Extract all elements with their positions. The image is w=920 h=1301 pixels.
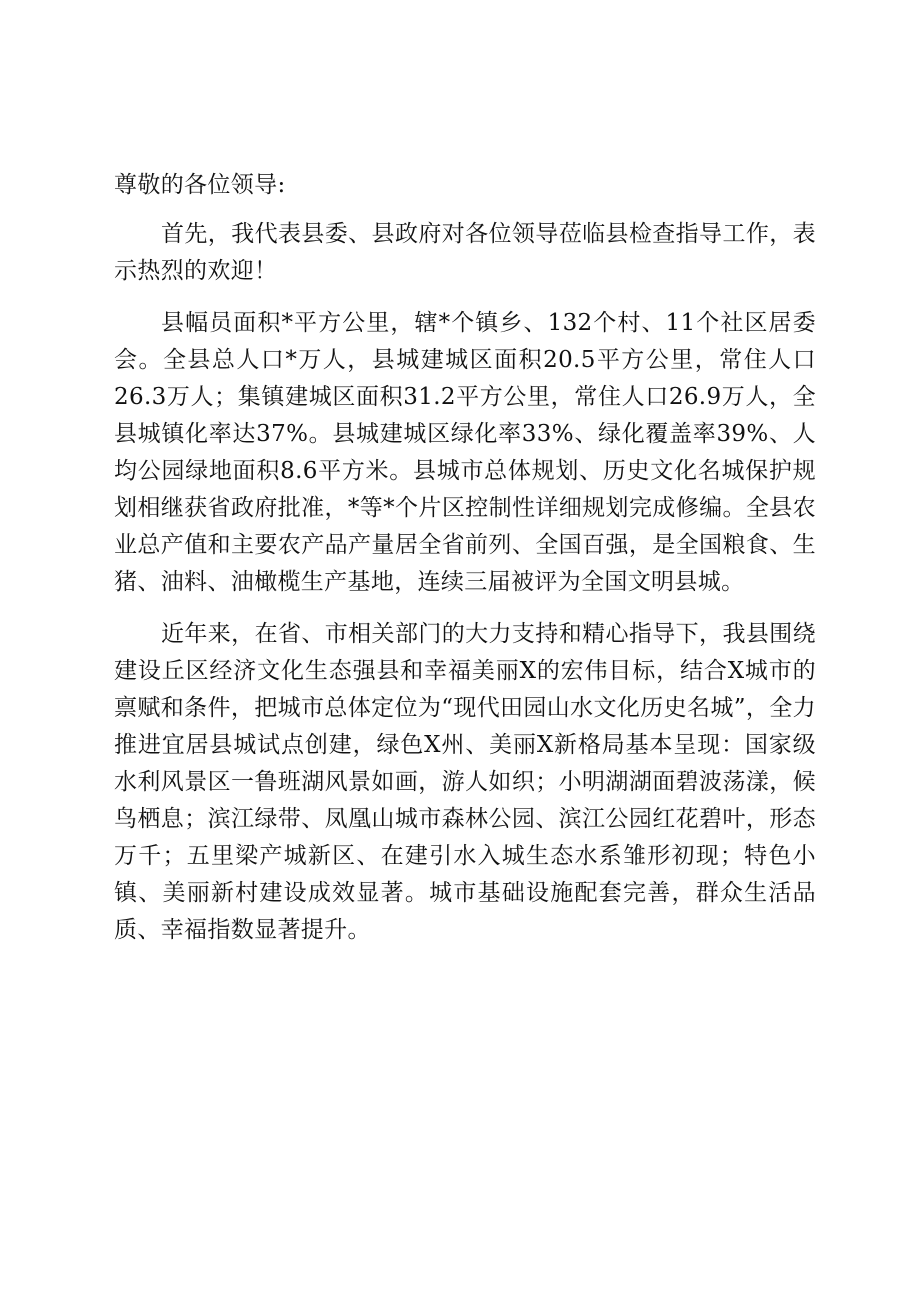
paragraph-welcome: 首先，我代表县委、县政府对各位领导莅临县检查指导工作，表示热烈的欢迎！ [114, 221, 816, 284]
paragraph-recent-development: 近年来，在省、市相关部门的大力支持和精心指导下，我县围绕建设丘区经济文化生态强县和幸福美丽X的宏伟目标，结合X城市的禀赋和条件，把城市总体定位为“现代田园山水文化历史名城”，全力推进宜居县城试点创建，绿色X州、美丽X新格局基本呈现：国家级水利风景区一鲁班湖风景如画，游人如织；小明湖湖面碧波荡漾，候鸟栖息；滨江绿带、凤凰山城市森林公园、滨江公园红花碧叶，形态万千；五里梁产城新区、在建引水入城生态水系雏形初现；特色小镇、美丽新村建设成效显著。城市基础设施配套完善，群众生活品质、幸福指数显著提升。 [114, 621, 816, 943]
document-body [114, 167, 816, 964]
paragraph-county-overview: 县幅员面积*平方公里，辖*个镇乡、132个村、11个社区居委会。全县总人口*万人，县城建城区面积20.5平方公里，常住人口26.3万人；集镇建城区面积31.2平方公里，常住人口26.9万人，全县城镇化率达37%。县城建城区绿化率33%、绿化覆盖率39%、人均公园绿地面积8.6平方米。县城市总体规划、历史文化名城保护规划相继获省政府批准，*等*个片区控制性详细规划完成修编。全县农业总产值和主要农产品产量居全省前列、全国百强，是全国粮食、生猪、油料、油橄榄生产基地，连续三届被评为全国文明县城。 [114, 310, 816, 595]
salutation: 尊敬的各位领导: [114, 172, 286, 198]
